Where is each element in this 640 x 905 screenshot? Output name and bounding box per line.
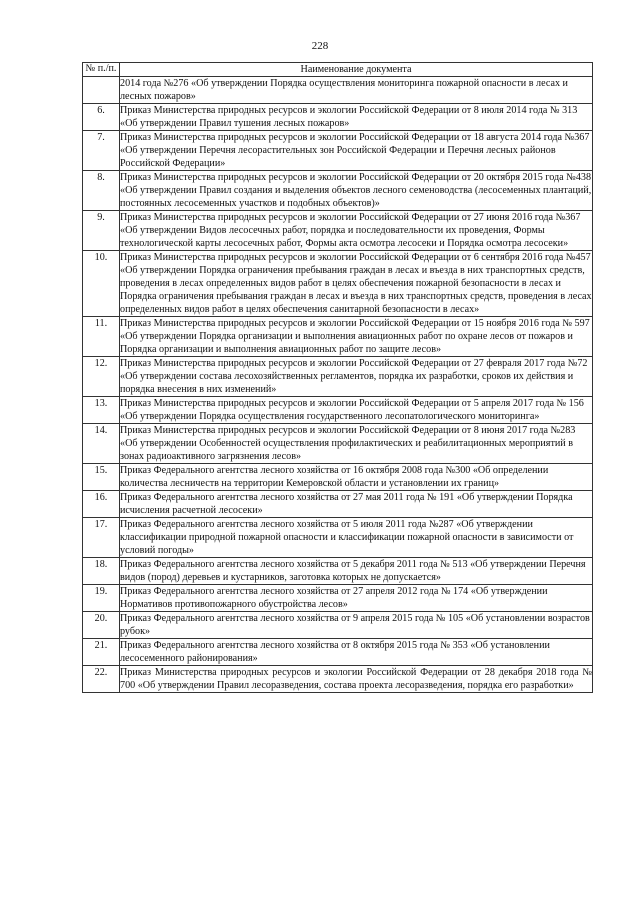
- table-row: [83, 558, 593, 585]
- table-row: [83, 171, 593, 211]
- document-title: Приказ Министерства природных ресурсов и экологии Российской Федерации от 27 июня 2016 года №367 «Об утверждении Видов лесосечных работ, порядка и последовательности их проведения, Формы технологической карты лесосечных работ, Формы акта осмотра лесосеки и Порядка осмотра лесосеки»: [120, 211, 593, 251]
- row-number: 18.: [83, 558, 120, 585]
- document-title: Приказ Министерства природных ресурсов и экологии Российской Федерации от 8 июня 2017 года №283 «Об утверждении Особенностей осуществления профилактических и реабилитационных мероприятий в зонах радиоактивного загрязнения лесов»: [120, 424, 593, 464]
- document-title: Приказ Федерального агентства лесного хозяйства от 8 октября 2015 года № 353 «Об установлении лесосеменного районирования»: [120, 639, 593, 666]
- table-row: [83, 612, 593, 639]
- row-number: 15.: [83, 464, 120, 491]
- column-header-number: № п./п.: [83, 63, 120, 77]
- table-row: [83, 518, 593, 558]
- table-row: [83, 397, 593, 424]
- document-title: Приказ Министерства природных ресурсов и экологии Российской Федерации от 6 сентября 2016 года №457 «Об утверждении Порядка ограничения пребывания граждан в лесах и въезда в них транспортных средств, проведения в лесах определенных видов работ в целях обеспечения пожарной безопасности в лесах и Порядка ограничения пребывания граждан в лесах и въезда в них транспортных средств, проведения в лесах определенных видов работ в целях обеспечения санитарной безопасности в лесах»: [120, 252, 592, 315]
- row-number: 9.: [83, 211, 120, 251]
- table-row: [83, 251, 593, 317]
- document-title: Приказ Федерального агентства лесного хозяйства от 27 апреля 2012 года № 174 «Об утверждении Нормативов противопожарного обустройства лесов»: [120, 585, 593, 612]
- row-number: 12.: [83, 357, 120, 397]
- table-row: [83, 317, 593, 357]
- row-number: 10.: [83, 251, 120, 317]
- document-title: Приказ Министерства природных ресурсов и экологии Российской Федерации от 20 октября 2015 года №438 «Об утверждении Правил создания и выделения объектов лесного семеноводства (лесосеменных плантаций, постоянных лесосеменных участков и подобных объектов)»: [120, 172, 592, 209]
- row-number: 6.: [83, 104, 120, 131]
- row-number: 14.: [83, 424, 120, 464]
- table-row: [83, 77, 593, 104]
- document-title: Приказ Министерства природных ресурсов и экологии Российской Федерации от 28 декабря 2018 года № 700 «Об утверждении Правил лесоразведения, состава проекта лесоразведения, порядка его разработки»: [120, 667, 592, 691]
- document-title: Приказ Министерства природных ресурсов и экологии Российской Федерации от 5 апреля 2017 года № 156 «Об утверждении Порядка осуществления государственного лесопатологического мониторинга»: [120, 397, 593, 424]
- document-title: Приказ Министерства природных ресурсов и экологии Российской Федерации от 18 августа 2014 года №367 «Об утверждении Перечня лесорастительных зон Российской Федерации и Перечня лесных районов Российской Федерации»: [120, 131, 593, 171]
- column-header-title: Наименование документа: [120, 63, 593, 77]
- row-number: 22.: [83, 666, 120, 693]
- row-number: 16.: [83, 491, 120, 518]
- row-number: 11.: [83, 317, 120, 357]
- documents-table: [82, 62, 593, 693]
- document-title: Приказ Федерального агентства лесного хозяйства от 16 октября 2008 года №300 «Об определении количества лесничеств на территории Кемеровской области и установлении их границ»: [120, 464, 593, 491]
- table-row: [83, 104, 593, 131]
- row-number: 13.: [83, 397, 120, 424]
- row-number: 20.: [83, 612, 120, 639]
- document-title: Приказ Федерального агентства лесного хозяйства от 27 мая 2011 года № 191 «Об утверждении Порядка исчисления расчетной лесосеки»: [120, 491, 593, 518]
- document-title: Приказ Министерства природных ресурсов и экологии Российской Федерации от 15 ноября 2016 года № 597 «Об утверждении Порядка организации и выполнения авиационных работ по охране лесов от пожаров и Порядка организации и выполнения авиационных работ по защите лесов»: [120, 317, 593, 357]
- document-title: Приказ Федерального агентства лесного хозяйства от 5 декабря 2011 года № 513 «Об утверждении Перечня видов (пород) деревьев и кустарников, заготовка которых не допускается»: [120, 558, 593, 585]
- document-title: Приказ Федерального агентства лесного хозяйства от 5 июля 2011 года №287 «Об утверждении классификации природной пожарной опасности и классификации пожарной опасности в зависимости от условий погоды»: [120, 518, 593, 558]
- row-number: 17.: [83, 518, 120, 558]
- table-row: [83, 491, 593, 518]
- document-title: Приказ Министерства природных ресурсов и экологии Российской Федерации от 27 февраля 2017 года №72 «Об утверждении состава лесохозяйственных регламентов, порядка их разработки, сроков их действия и порядка внесения в них изменений»: [120, 357, 593, 397]
- row-number: 21.: [83, 639, 120, 666]
- table-row: [83, 464, 593, 491]
- table-body: [83, 77, 593, 693]
- table-row: [83, 211, 593, 251]
- page-number: 228: [311, 40, 329, 52]
- table-row: [83, 424, 593, 464]
- table-row: [83, 585, 593, 612]
- row-number: 8.: [83, 171, 120, 211]
- table-row: [83, 357, 593, 397]
- table-row: [83, 131, 593, 171]
- document-title: 2014 года №276 «Об утверждении Порядка осуществления мониторинга пожарной опасности в лесах и лесных пожаров»: [120, 77, 593, 104]
- row-number: [83, 77, 120, 104]
- row-number: 19.: [83, 585, 120, 612]
- document-title: Приказ Федерального агентства лесного хозяйства от 9 апреля 2015 года № 105 «Об установлении возрастов рубок»: [120, 612, 593, 639]
- row-number: 7.: [83, 131, 120, 171]
- table-row: [83, 639, 593, 666]
- table-header-row: [83, 63, 593, 77]
- table-row: [83, 666, 593, 693]
- document-title: Приказ Министерства природных ресурсов и экологии Российской Федерации от 8 июля 2014 года № 313 «Об утверждении Правил тушения лесных пожаров»: [120, 104, 593, 131]
